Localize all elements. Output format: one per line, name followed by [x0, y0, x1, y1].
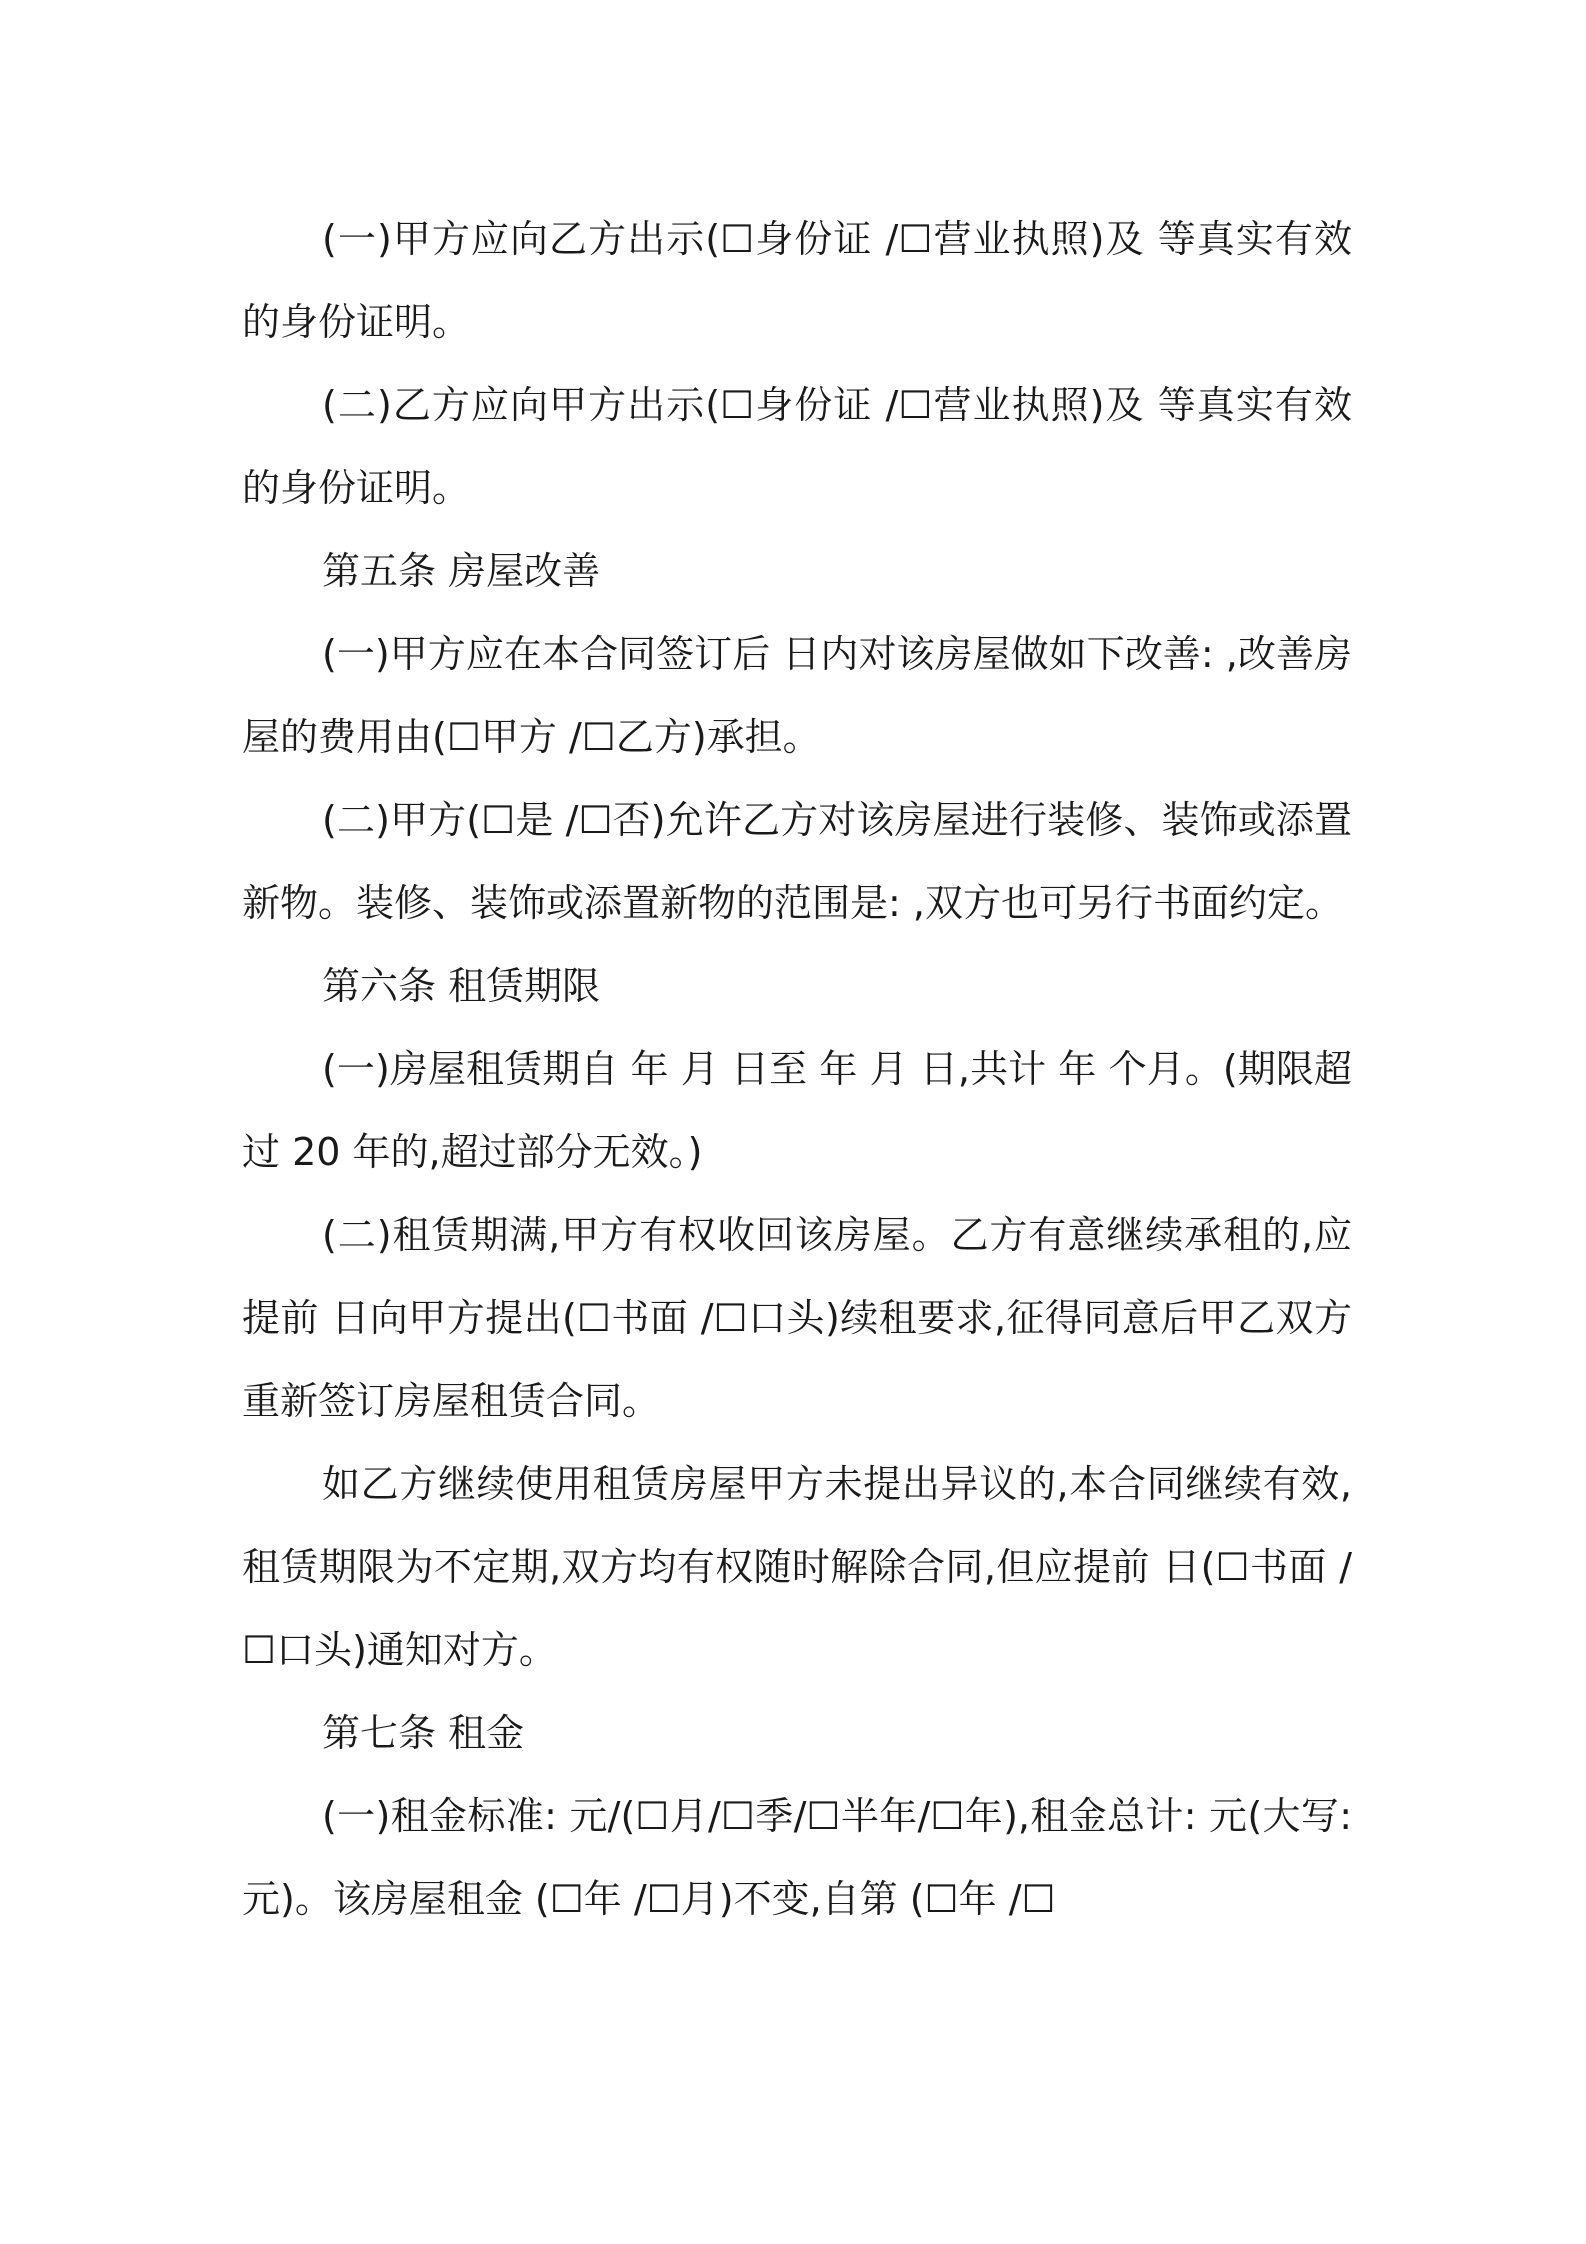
article-5-heading: 第五条 房屋改善: [322, 549, 601, 593]
article-6-heading: 第六条 租赁期限: [322, 964, 601, 1008]
clause-4-item-1: (一)甲方应向乙方出示(☐身份证 /☐营业执照)及 等真实有效的身份证明。: [242, 217, 1352, 344]
clause-6-note: 如乙方继续使用租赁房屋甲方未提出异议的,本合同继续有效,租赁期限为不定期,双方均有权随时解除合同,但应提前 日(☐书面 /☐口头)通知对方。: [242, 1462, 1352, 1672]
clause-4-item-2: (二)乙方应向甲方出示(☐身份证 /☐营业执照)及 等真实有效的身份证明。: [242, 383, 1352, 510]
clause-5-item-1: (一)甲方应在本合同签订后 日内对该房屋做如下改善: ,改善房屋的费用由(☐甲方 /☐乙方)承担。: [242, 632, 1352, 759]
clause-5-item-2: (二)甲方(☐是 /☐否)允许乙方对该房屋进行装修、装饰或添置新物。装修、装饰或添置新物的范围是: ,双方也可另行书面约定。: [242, 798, 1352, 925]
document-body: [242, 198, 1352, 1941]
article-7-heading: 第七条 租金: [322, 1711, 525, 1755]
clause-6-item-2: (二)租赁期满,甲方有权收回该房屋。乙方有意继续承租的,应提前 日向甲方提出(☐书面 /☐口头)续租要求,征得同意后甲乙双方重新签订房屋租赁合同。: [242, 1213, 1352, 1423]
clause-7-item-1: (一)租金标准: 元/(☐月/☐季/☐半年/☐年),租金总计: 元(大写: 元)。该房屋租金 (☐年 /☐月)不变,自第 (☐年 /☐: [242, 1794, 1352, 1921]
clause-6-item-1: (一)房屋租赁期自 年 月 日至 年 月 日,共计 年 个月。(期限超过 20 年的,超过部分无效。): [242, 1047, 1352, 1174]
